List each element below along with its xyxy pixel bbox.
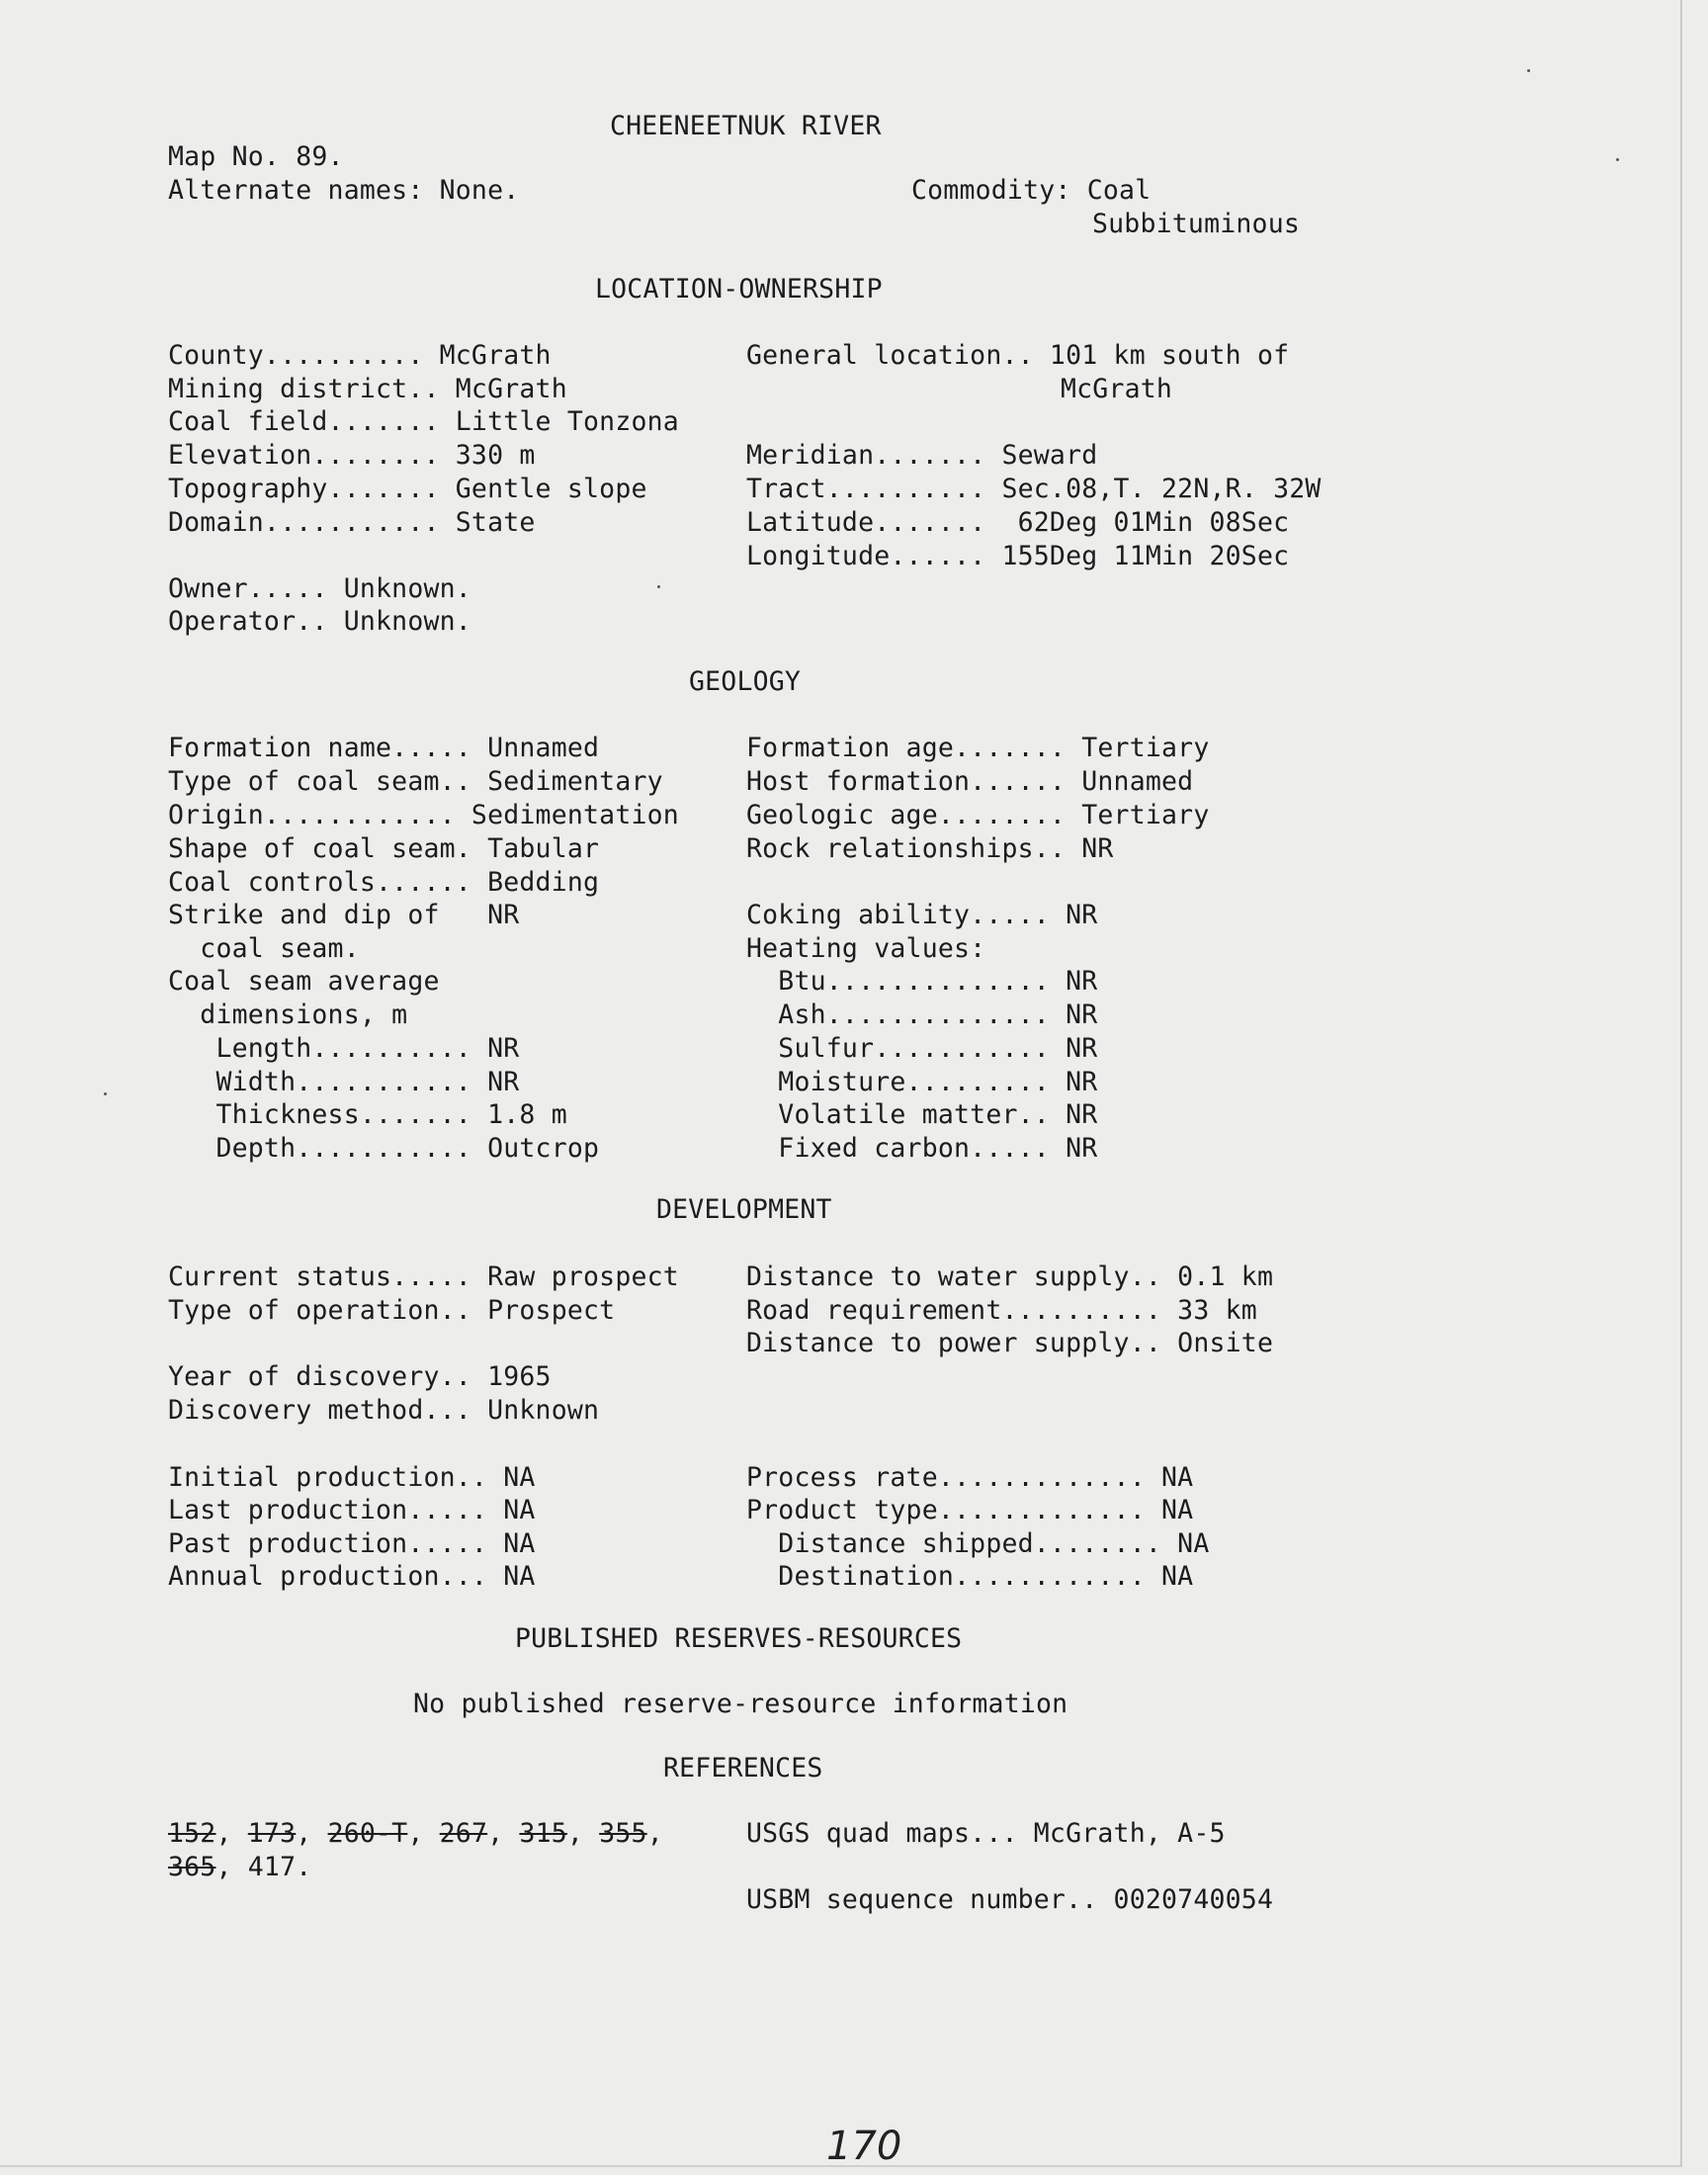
general-location-cont: McGrath [1061,374,1173,404]
location-left-line: Elevation........ 330 m [168,440,536,471]
location-left-line: Domain........... State [168,507,536,538]
geology-left-line: Coal controls...... Bedding [168,867,600,898]
section-geology-heading: GEOLOGY [689,666,802,697]
geology-left-line: Length.......... NR [168,1033,520,1064]
location-left-line: Topography....... Gentle slope [168,474,647,504]
location-right-line: Latitude....... 62Deg 01Min 08Sec [746,507,1290,538]
geology-right-line: Host formation...... Unnamed [746,766,1194,797]
struck-reference: 365 [168,1852,216,1882]
struck-reference: 315 [519,1818,567,1849]
section-development-heading: DEVELOPMENT [656,1194,832,1225]
geology-right-line: Ash.............. NR [746,1000,1098,1030]
location-right-line: Meridian....... Seward [746,440,1098,471]
geology-right-line: Heating values: [746,933,986,964]
development-left-line: Year of discovery.. 1965 [168,1361,552,1392]
operator: Operator.. Unknown. [168,606,471,637]
geology-right-line: Rock relationships.. NR [746,833,1114,864]
geology-left-line: Strike and dip of NR [168,900,520,930]
location-left-line: County.......... McGrath [168,340,552,371]
scan-speck [1527,69,1530,72]
development-left-line: Current status..... Raw prospect [168,1262,679,1292]
location-left-line: Mining district.. McGrath [168,374,567,404]
struck-reference: 355 [599,1818,647,1849]
usbm-sequence-number: USBM sequence number.. 0020740054 [746,1884,1274,1915]
owner: Owner..... Unknown. [168,573,471,604]
geology-left-line: Width........... NR [168,1067,520,1097]
usgs-quad-maps: USGS quad maps... McGrath, A-5 [746,1818,1226,1849]
geology-left-line: Origin............ Sedimentation [168,800,679,830]
reference-numbers-line2: 365, 417. [168,1852,312,1882]
production-left-line: Last production..... NA [168,1495,536,1525]
map-number: Map No. 89. [168,141,344,172]
location-left-line: Coal field....... Little Tonzona [168,406,679,437]
geology-right-line: Moisture......... NR [746,1067,1098,1097]
production-right-line: Distance shipped........ NA [746,1528,1210,1559]
geology-left-line: dimensions, m [168,1000,408,1030]
development-right-line: Road requirement.......... 33 km [746,1295,1257,1326]
scan-speck [657,585,660,588]
struck-reference: 173 [247,1818,297,1849]
section-reserves-heading: PUBLISHED RESERVES-RESOURCES [515,1623,963,1654]
geology-left-line: Shape of coal seam. Tabular [168,833,600,864]
development-right-line: Distance to water supply.. 0.1 km [746,1262,1274,1292]
geology-left-line: Thickness....... 1.8 m [168,1099,567,1130]
production-left-line: Annual production... NA [168,1561,536,1592]
scan-speck [104,1092,107,1095]
struck-reference: 260-T [327,1818,408,1849]
commodity: Commodity: Coal [911,175,1152,206]
geology-right-line: Fixed carbon..... NR [746,1133,1098,1164]
production-left-line: Past production..... NA [168,1528,536,1559]
reserves-text: No published reserve-resource information [413,1689,1068,1719]
struck-reference: 152 [168,1818,216,1849]
section-location-heading: LOCATION-OWNERSHIP [595,274,883,304]
general-location: General location.. 101 km south of [746,340,1290,371]
geology-right-line: Btu.............. NR [746,966,1098,997]
page-title: CHEENEETNUK RIVER [610,111,882,141]
geology-left-line: Type of coal seam.. Sedimentary [168,766,663,797]
production-right-line: Process rate............. NA [746,1462,1194,1493]
geology-right-line: Formation age....... Tertiary [746,733,1210,763]
scan-speck [1616,158,1619,161]
geology-right-line: Volatile matter.. NR [746,1099,1098,1130]
geology-left-line: Depth........... Outcrop [168,1133,600,1164]
reference-number: 417. [247,1852,312,1882]
production-right-line: Destination............ NA [746,1561,1194,1592]
development-right-line: Distance to power supply.. Onsite [746,1328,1274,1358]
geology-right-line: Coking ability..... NR [746,900,1098,930]
location-right-line: Longitude...... 155Deg 11Min 20Sec [746,541,1290,571]
development-left-line: Discovery method... Unknown [168,1395,600,1426]
reference-numbers-line1: 152, 173, 260-T, 267, 315, 355, [168,1818,663,1849]
location-right-line: Tract.......... Sec.08,T. 22N,R. 32W [746,474,1322,504]
geology-left-line: Coal seam average [168,966,440,997]
commodity-sub: Subbituminous [1092,209,1301,239]
development-left-line: Type of operation.. Prospect [168,1295,616,1326]
struck-reference: 267 [439,1818,488,1849]
production-left-line: Initial production.. NA [168,1462,536,1493]
page-number: 170 [826,2124,902,2169]
alternate-names: Alternate names: None. [168,175,520,206]
geology-left-line: coal seam. [168,933,360,964]
production-right-line: Product type............. NA [746,1495,1194,1525]
geology-left-line: Formation name..... Unnamed [168,733,600,763]
geology-right-line: Sulfur........... NR [746,1033,1098,1064]
section-references-heading: REFERENCES [663,1753,823,1784]
geology-right-line: Geologic age........ Tertiary [746,800,1210,830]
